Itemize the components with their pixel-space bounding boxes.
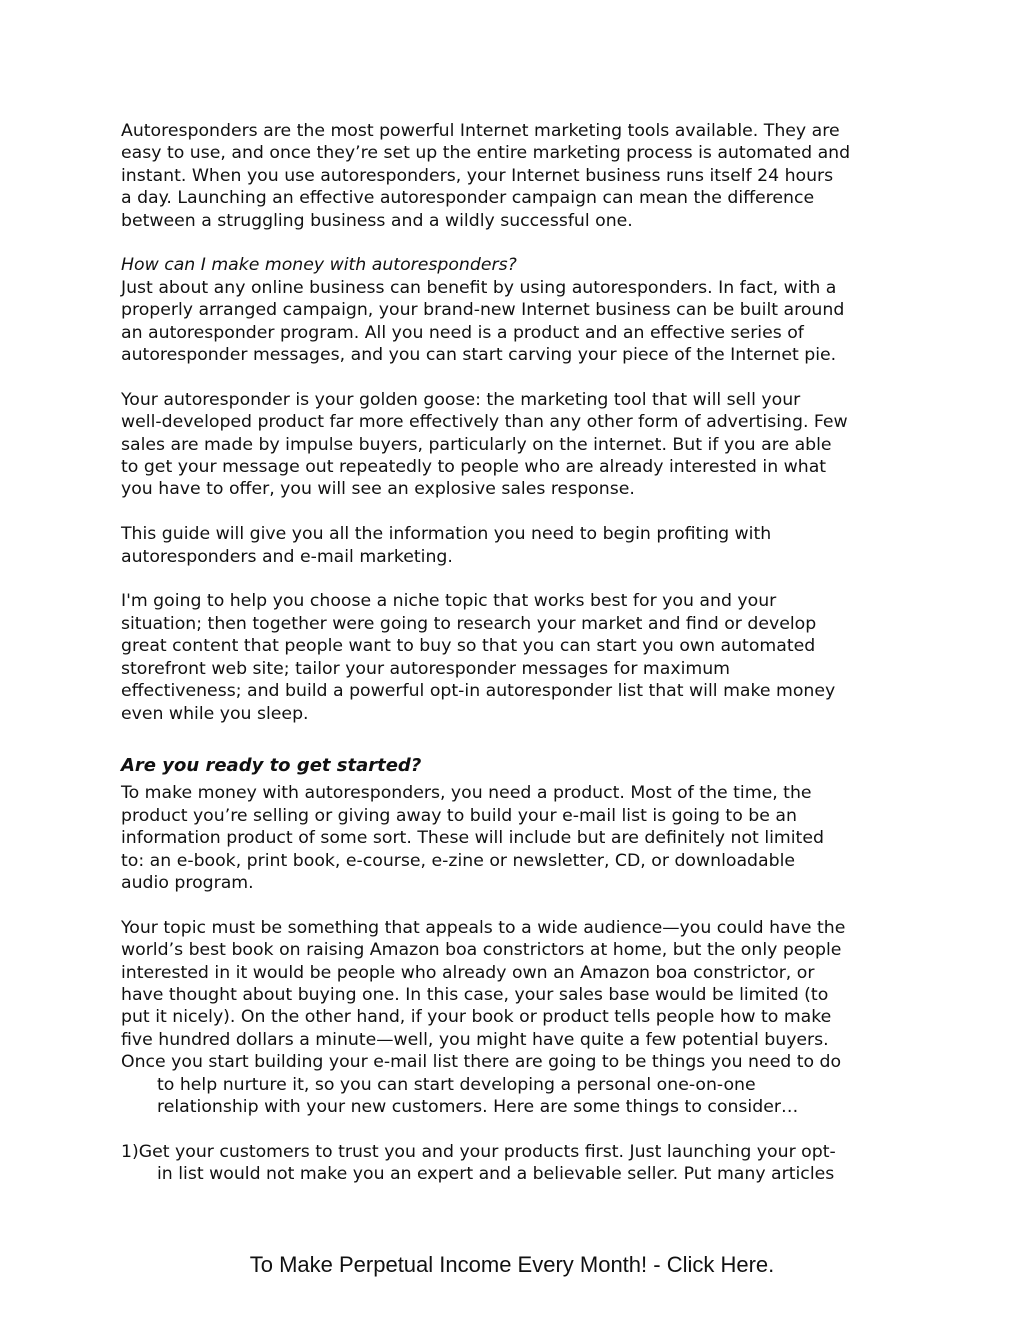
benefit-paragraph: Just about any online business can benefit by using autoresponders. In fact, with a properly arranged campaign, your brand-new Internet business can be built around an autoresponder program. All you need is a product and an effective series of autoresponder messages, and you can start carving your piece of the Internet pie. — [121, 277, 845, 366]
list-item-1: 1)Get your customers to trust you and your products first. Just launching your opt- in list would not make you an expert and a believable seller. Put many articles — [121, 1141, 836, 1185]
email-list-paragraph: Once you start building your e-mail list there are going to be things you need to do to help nurture it, so you can start developing a personal one-on-one relationship with your new customers. Here are some things to consider… — [121, 1052, 842, 1117]
product-paragraph: To make money with autoresponders, you need a product. Most of the time, the product you’re selling or giving away to build your e-mail list is going to be an information product of some sort. These will include but are definitely not limited to: an e-book, print book, e-course, e-zine or newsletter, CD, or downloadable audio program. — [121, 783, 824, 893]
document-body — [121, 120, 911, 1186]
question-heading: How can I make money with autoresponders? — [121, 255, 517, 276]
section-heading: Are you ready to get started? — [121, 754, 422, 776]
golden-goose-paragraph: Your autoresponder is your golden goose: the marketing tool that will sell your well-developed product far more effectively than any other form of advertising. Few sales are made by impulse buyers, particularly on the internet. But if you are able to get your message out repeatedly to people who are already interested in what you have to offer, you will see an explosive sales response. — [121, 389, 848, 500]
guide-paragraph: This guide will give you all the information you need to begin profiting with autoresponders and e-mail marketing. — [121, 524, 772, 567]
footer-link[interactable]: To Make Perpetual Income Every Month! - Click Here. — [249, 1252, 775, 1277]
topic-paragraph: Your topic must be something that appeals to a wide audience—you could have the world’s best book on raising Amazon boa constrictors at home, but the only people interested in it would be people who already own an Amazon boa constrictor, or have thought about buying one. In this case, your sales base would be limited (to put it nicely). On the other hand, if your book or product tells people how to make five hundred dollars a minute—well, you might have quite a few potential buyers. — [121, 917, 846, 1050]
intro-paragraph: Autoresponders are the most powerful Internet marketing tools available. They are easy to use, and once they’re set up the entire marketing process is automated and instant. When you use autoresponders, your Internet business runs itself 24 hours a day. Launching an effective autoresponder campaign can mean the difference between a struggling business and a wildly successful one. — [121, 121, 851, 231]
plan-paragraph: I'm going to help you choose a niche topic that works best for you and your situation; then together were going to research your market and find or develop great content that people want to buy so that you can start you own automated storefront web site; tailor your autoresponder messages for maximum effectiveness; and build a powerful opt-in autoresponder list that will make money even while you sleep. — [121, 591, 836, 724]
